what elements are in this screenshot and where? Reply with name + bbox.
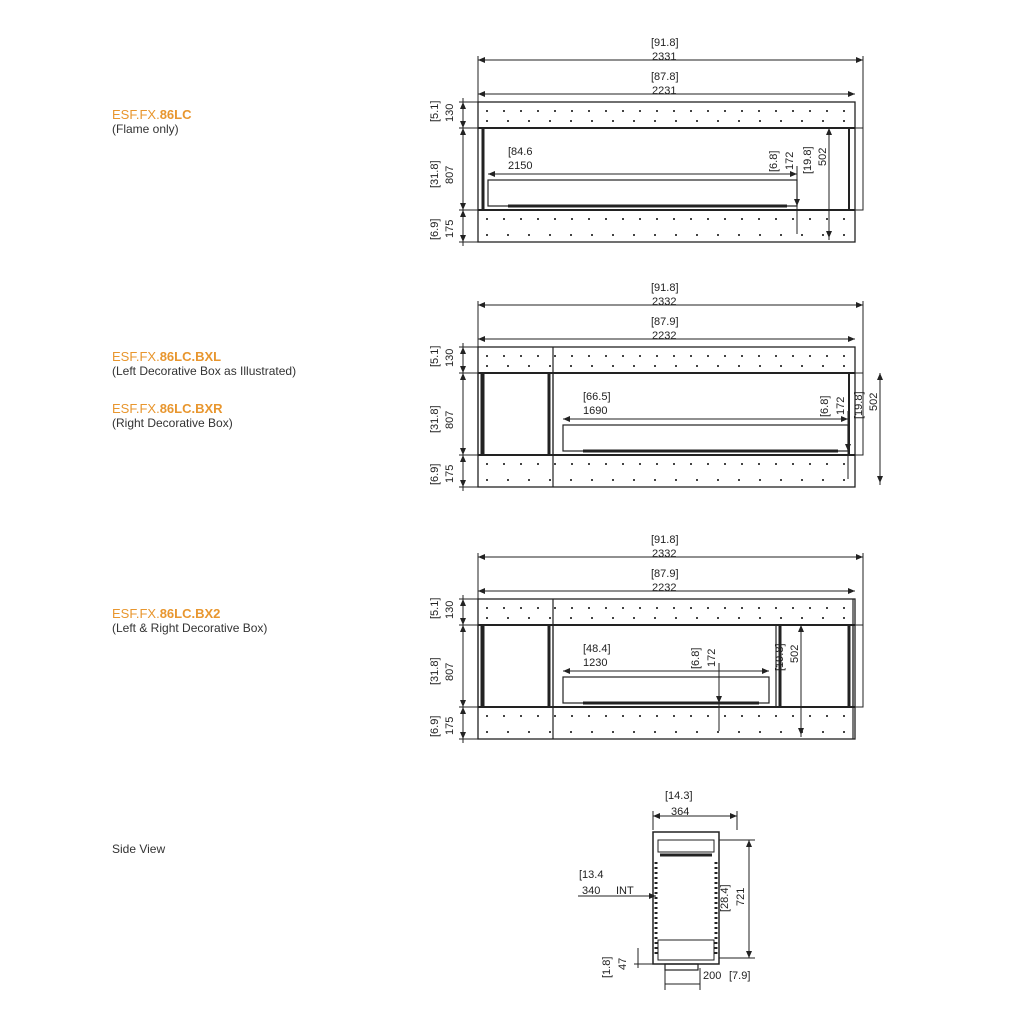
inner-width-in: [87.9]: [651, 568, 679, 580]
height-mid-in: [31.8]: [429, 405, 441, 433]
flame-width-mm: 1230: [583, 657, 608, 669]
overall-width-mm: 2332: [652, 296, 677, 308]
side-int-mm: 340: [582, 885, 601, 897]
depth-large-mm: 502: [789, 644, 801, 663]
height-mid-mm: 807: [444, 165, 456, 184]
depth-large-in: [19.8]: [774, 643, 786, 671]
flame-width-in: [66.5]: [583, 391, 611, 403]
side-foot-mm: 47: [617, 957, 629, 970]
flame-width-mm: 2150: [508, 160, 533, 172]
inner-width-in: [87.9]: [651, 316, 679, 328]
height-top-mm: 130: [444, 103, 456, 122]
flame-width-mm: 1690: [583, 405, 608, 417]
side-int-in: [13.4: [579, 869, 604, 881]
height-mid-mm: 807: [444, 410, 456, 429]
height-bot-mm: 175: [444, 464, 456, 483]
height-top-mm: 130: [444, 600, 456, 619]
model-code: ESF.FX.86LC.BX2: [112, 606, 221, 621]
depth-large-in: [19.8]: [853, 391, 865, 419]
side-foot-in: [1.8]: [601, 956, 613, 978]
overall-width-in: [91.8]: [651, 282, 679, 294]
inner-width-mm: 2232: [652, 582, 677, 594]
height-top-in: [5.1]: [429, 345, 441, 367]
overall-width-mm: 2331: [652, 51, 677, 63]
depth-small-mm: 172: [706, 648, 718, 667]
model-description: (Left & Right Decorative Box): [112, 621, 268, 635]
model-code: ESF.FX.86LC.BXL: [112, 349, 222, 364]
side-width-mm: 364: [671, 806, 690, 818]
model-code: ESF.FX.86LC: [112, 107, 192, 122]
overall-width-in: [91.8]: [651, 534, 679, 546]
side-height-in: [28.4]: [719, 884, 731, 912]
flame-width-in: [48.4]: [583, 643, 611, 655]
overall-width-mm: 2332: [652, 548, 677, 560]
side-depth-mm: 200: [703, 970, 722, 982]
model-description: (Flame only): [112, 122, 179, 136]
model-description: (Right Decorative Box): [112, 416, 233, 430]
depth-large-mm: 502: [817, 147, 829, 166]
depth-small-mm: 172: [835, 396, 847, 415]
depth-large-mm: 502: [868, 392, 880, 411]
height-top-mm: 130: [444, 348, 456, 367]
height-mid-in: [31.8]: [429, 160, 441, 188]
depth-small-in: [6.8]: [690, 647, 702, 669]
overall-width-in: [91.8]: [651, 37, 679, 49]
height-bot-in: [6.9]: [429, 463, 441, 485]
inner-width-mm: 2232: [652, 330, 677, 342]
side-height-mm: 721: [735, 887, 747, 906]
model-code: ESF.FX.86LC.BXR: [112, 401, 223, 416]
height-mid-mm: 807: [444, 662, 456, 681]
inner-width-mm: 2231: [652, 85, 677, 97]
side-depth-in: [7.9]: [729, 970, 751, 982]
model-description: (Left Decorative Box as Illustrated): [112, 364, 297, 378]
height-bot-in: [6.9]: [429, 715, 441, 737]
depth-large-in: [19.8]: [802, 146, 814, 174]
inner-width-in: [87.8]: [651, 71, 679, 83]
depth-small-in: [6.8]: [819, 395, 831, 417]
height-bot-in: [6.9]: [429, 218, 441, 240]
height-mid-in: [31.8]: [429, 657, 441, 685]
height-top-in: [5.1]: [429, 100, 441, 122]
side-view-label: Side View: [112, 842, 166, 856]
depth-small-mm: 172: [784, 151, 796, 170]
height-bot-mm: 175: [444, 716, 456, 735]
side-int-tag: INT: [616, 885, 634, 897]
side-width-in: [14.3]: [665, 790, 693, 802]
flame-width-in: [84.6: [508, 146, 533, 158]
height-top-in: [5.1]: [429, 597, 441, 619]
depth-small-in: [6.8]: [768, 150, 780, 172]
height-bot-mm: 175: [444, 219, 456, 238]
